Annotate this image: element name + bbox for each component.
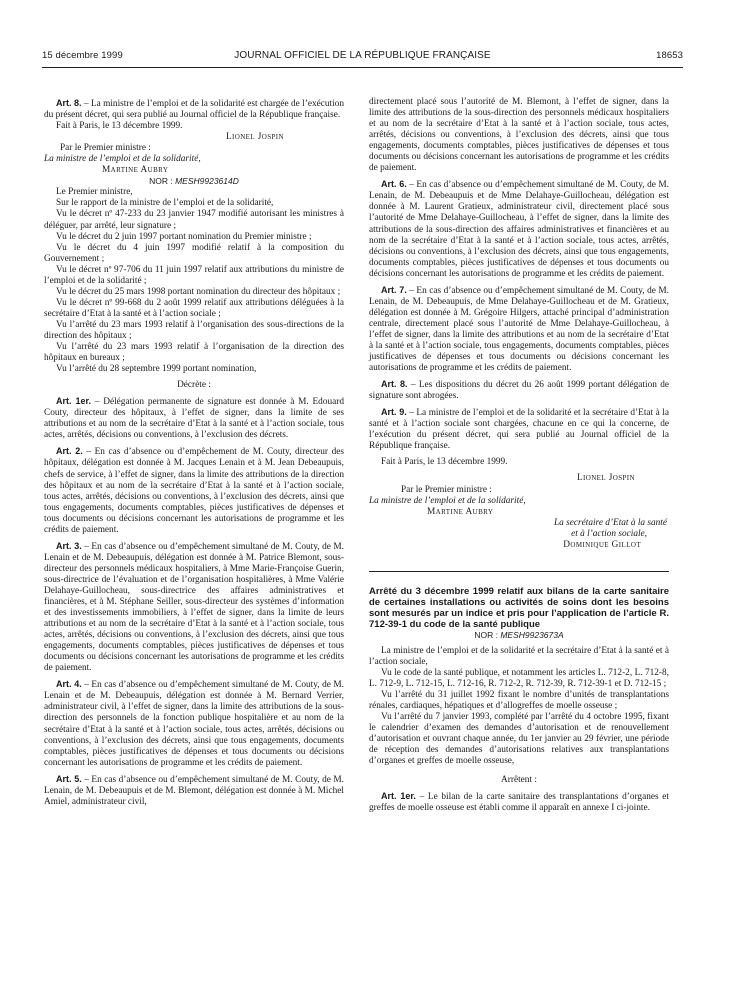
section-separator <box>369 571 669 572</box>
vu-line: Vu le décret du 2 juin 1997 portant nomination du Premier ministre ; <box>56 231 312 242</box>
article-5 <box>44 774 344 808</box>
article-8-decree-1 <box>44 98 344 121</box>
signature-premier-ministre: Lionel Jospin <box>576 473 635 484</box>
vu-line: Vu le décret nº 97-706 du 11 juin 1997 relatif aux attributions du ministre de l’emploi et de la solidarité ; <box>44 264 344 286</box>
vu-line: Vu l’arrêté du 23 mars 1993 relatif à l’organisation de la direction des hôpitaux en bureaux ; <box>44 342 344 364</box>
article-text: – Les dispositions du décret du 26 août 1999 portant délégation de signature sont abrogées. <box>369 380 669 402</box>
par-le-premier-ministre: Par le Premier ministre : <box>60 143 151 154</box>
decree-intro: Le Premier ministre, <box>56 187 133 198</box>
nor-label: NOR : <box>149 176 176 187</box>
ministre-title: La ministre de l’emploi et de la solidarité, <box>369 495 526 506</box>
article-8 <box>369 379 669 402</box>
nor-code: MESH9923614D <box>175 176 239 187</box>
article-label: Art. 7. <box>381 284 407 295</box>
header-date: 15 décembre 1999 <box>42 50 123 61</box>
vu-line: Vu le décret du 25 mars 1998 portant nomination du directeur des hôpitaux ; <box>56 286 341 297</box>
right-column <box>369 97 669 814</box>
article-text: – La ministre de l’emploi et de la solidarité est chargée de l’exécution du présent décret, qui sera publié au Journal officiel de la République française. <box>44 99 344 121</box>
article-text: – Le bilan de la carte sanitaire des transplantations d’organes et greffes de moelle osseuse est établi comme il apparaît en annexe I ci-jointe. <box>369 792 669 814</box>
article-label: Art. 9. <box>381 407 407 418</box>
fait-a-paris: Fait à Paris, le 13 décembre 1999. <box>381 457 508 468</box>
page-header <box>42 50 683 68</box>
article-text: – En cas d’absence ou d’empêchement simultané de M. Couty, de M. Lenain, de M. Debeaupuis et de Mme Delahaye-Guillocheau, délégation est donnée à M. Laurent Gratieux, administrateur civil, directement placé sous l’autorité de Mme Delahaye-Guillocheau, à l’effet de signer, dans la limite des attributions de la sous-direction des affaires administratives et financières et au nom de la secrétaire d’Etat à la santé et à l’action sociale, tous actes, arrêtés, décisions ou conventions, à l’exclusion des décrets, ainsi que tous engagements, documents comptables, pièces justificatives de dépenses et tous documents ou décisions concernant les autorisations de programme et les crédits de paiement. <box>369 180 669 279</box>
article-1 <box>44 396 344 441</box>
article-text: – En cas d’absence ou d’empêchement simultané de M. Couty, de M. Lenain, de M. Debeaupuis et de M. Blemont, délégation est donnée à M. Michel Amiel, administrateur civil, <box>44 774 344 807</box>
header-rule <box>42 67 683 68</box>
secretaire-title-line2: et à l’action sociale, <box>571 528 647 539</box>
article-6 <box>369 179 669 279</box>
article-text: – En cas d’absence ou d’empêchement simultané de M. Couty, de M. Lenain et de M. Debeaupuis, délégation est donnée à M. Patrice Blemont, sous-directeur des personnels médicaux hospitaliers, à Mme Marie-Françoise Guerin, sous-directrice de l’évaluation et de l’organisation hospitalières, à Mme Valérie Delahaye-Guillocheau, sous-directrice des affaires administratives et financières, et à M. Stéphane Seiller, sous-directeur des systèmes d’information et des investissements immobiliers, à l’effet de signer, dans la limite de leurs attributions et au nom de la secrétaire d’Etat à la santé et à l’action sociale, tous actes, arrêtés, décisions ou conventions, à l’exclusion des décrets, ainsi que tous engagements, documents comptables, pièces justificatives de dépenses et tous documents ou décisions concernant les autorisations de programme et les crédits de paiement. <box>44 541 344 674</box>
header-page-number: 18653 <box>656 50 683 61</box>
secretaire-title-line1: La secrétaire d’Etat à la santé <box>553 517 667 528</box>
arrete-intro: La ministre de l’emploi et de la solidarité et la secrétaire d’Etat à la santé et à l’action sociale, <box>369 645 669 667</box>
vu-line: Sur le rapport de la ministre de l’emploi et de la solidarité, <box>56 198 274 209</box>
article-text: – Délégation permanente de signature est donnée à M. Edouard Couty, directeur des hôpitaux, à l’effet de signer, dans la limite de ses attributions et au nom de la secrétaire d’Etat à la santé et à l’action sociale, tous actes, arrêtés, décisions ou conventions, à l’exclusion des décrets. <box>44 397 344 441</box>
article-5-continued: directement placé sous l’autorité de M. Blemont, à l’effet de signer, dans la limite des attributions de la sous-direction des personnels médicaux hospitaliers et au nom de la secrétaire d’Etat à la santé et à l’action sociale, tous actes, arrêtés, décisions ou conventions, à l’exclusion des décrets, ainsi que tous engagements, documents comptables, pièces justificatives de dépenses et tous documents ou décisions concernant les autorisations de programme et les crédits de paiement. <box>369 97 669 174</box>
article-3 <box>44 541 344 675</box>
signature-ministre: Martine Aubry <box>102 165 169 176</box>
vu-line: Vu le décret du 4 juin 1997 modifié relatif à la composition du Gouvernement ; <box>44 242 344 264</box>
nor-code: MESH9923673A <box>500 629 564 640</box>
article-2 <box>44 446 344 535</box>
arrete-title: Arrêté du 3 décembre 1999 relatif aux bilans de la carte sanitaire de certaines installations ou activités de soins dont les besoins sont mesurés par un indice et pris pour l’application de l’article R. 712-39-1 du code de la santé publique <box>369 585 669 630</box>
vu-line: Vu l’arrêté du 23 mars 1993 relatif à l’organisation des sous-directions de la direction des hôpitaux ; <box>44 319 344 341</box>
article-text: – En cas d’absence ou d’empêchement simultané de M. Couty, de M. Lenain, de M. Debeaupuis, de Mme Delahaye-Guillocheau et de M. Gratieux, délégation est donnée à M. Grégoire Hilgers, attaché principal d’administration centrale, directement placé sous l’autorité de Mme Delahaye-Guillocheau, à l’effet de signer, dans la limite des attributions et au nom de la secrétaire d’Etat à la santé et à l’action sociale, tous engagements, documents comptables, pièces justificatives de dépenses et tous documents ou décisions concernant les autorisations de programme et les crédits de paiement. <box>369 285 669 374</box>
article-label: Art. 6. <box>381 179 407 190</box>
signature-premier-ministre: Lionel Jospin <box>225 132 284 143</box>
ministre-title: La ministre de l’emploi et de la solidarité, <box>44 154 201 165</box>
article-label: Art. 2. <box>56 446 83 457</box>
article-label: Art. 3. <box>56 540 82 551</box>
vu-line: Vu le décret nº 47-233 du 23 janvier 1947 modifié autorisant les ministres à déléguer, par arrêté, leur signature ; <box>44 209 344 231</box>
arretent-heading: Arrêtent : <box>501 775 537 786</box>
left-column <box>44 98 344 808</box>
signature-secretaire: Dominique Gillot <box>563 539 641 550</box>
vu-line: Vu le décret nº 99-668 du 2 août 1999 relatif aux attributions déléguées à la secrétaire d’Etat à la santé et à l’action sociale ; <box>44 297 344 319</box>
article-label: Art. 1er. <box>56 396 91 407</box>
article-text: – La ministre de l’emploi et de la solidarité et la secrétaire d’Etat à la santé et à l’action sociale sont chargées, chacune en ce qui la concerne, de l’exécution du présent décret, qui sera publié au Journal officiel de la République française. <box>369 408 669 452</box>
fait-a-paris: Fait à Paris, le 13 décembre 1999. <box>56 121 183 132</box>
vu-line: Vu l’arrêté du 31 juillet 1992 fixant le nombre d’unités de transplantations rénales, cardiaques, hépatiques et d’allogreffes de moelle osseuse ; <box>369 690 669 712</box>
nor-reference <box>44 176 344 187</box>
par-le-premier-ministre: Par le Premier ministre : <box>401 484 492 495</box>
article-4 <box>44 679 344 768</box>
article-label: Art. 8. <box>381 379 408 390</box>
vu-line: Vu l’arrêté du 28 septembre 1999 portant nomination, <box>56 364 257 375</box>
decrete-heading: Décrète : <box>177 380 211 391</box>
article-label: Art. 5. <box>56 773 82 784</box>
vu-line: Vu l’arrêté du 7 janvier 1993, complété par l’arrêté du 4 octobre 1995, fixant le calendrier d’examen des demandes d’autorisation et de renouvellement d’autorisation et ouvrant chaque année, du 1er janvier au 29 février, une période de réception des demandes d’autorisations relatives aux transplantations d’organes et greffes de moelle osseuse, <box>369 712 669 767</box>
article-7 <box>369 285 669 374</box>
article-label: Art. 1er. <box>381 791 416 802</box>
article-text: – En cas d’absence ou d’empêchement de M. Couty, directeur des hôpitaux, délégation est donnée à M. Jacques Lenain et à M. Jean Debeaupuis, chefs de service, à l’effet de signer, dans la limite des attributions de la direction des hôpitaux et au nom de la secrétaire d’Etat à la santé et à l’action sociale, tous actes, arrêtés, décisions ou conventions, à l’exclusion des décrets, ainsi que tous engagements, documents comptables, pièces justificatives de dépenses et tous documents ou décisions concernant les autorisations de programme et les crédits de paiement. <box>44 447 344 535</box>
vu-line: Vu le code de la santé publique, et notamment les articles L. 712-2, L. 712-8, L. 712-9, L. 712-15, L. 712-16, R. 712-2, R. 712-39, R. 712-39-1 et D. 712-15 ; <box>369 667 669 689</box>
article-label: Art. 8. <box>56 98 82 108</box>
header-journal-title: JOURNAL OFFICIEL DE LA RÉPUBLIQUE FRANÇAISE <box>234 50 491 61</box>
article-label: Art. 4. <box>56 679 82 690</box>
nor-label: NOR : <box>474 629 501 640</box>
article-text: – En cas d’absence ou d’empêchement simultané de M. Couty, de M. Lenain et de M. Debeaupuis, délégation est donnée à M. Bernard Verrier, administrateur civil, à l’effet de signer, dans la limite des attributions de la sous-direction des personnels de la fonction publique hospitalière et au nom de la secrétaire d’Etat à la santé et à l’action sociale, tous actes, arrêtés, décisions ou conventions, à l’exclusion des décrets, ainsi que tous engagements, documents comptables, pièces justificatives de dépenses et tous documents ou décisions concernant les autorisations de programme et les crédits de paiement. <box>44 680 344 768</box>
arrete-article-1 <box>369 791 669 814</box>
article-9 <box>369 407 669 452</box>
nor-reference <box>369 630 669 641</box>
signature-ministre: Martine Aubry <box>427 506 494 517</box>
